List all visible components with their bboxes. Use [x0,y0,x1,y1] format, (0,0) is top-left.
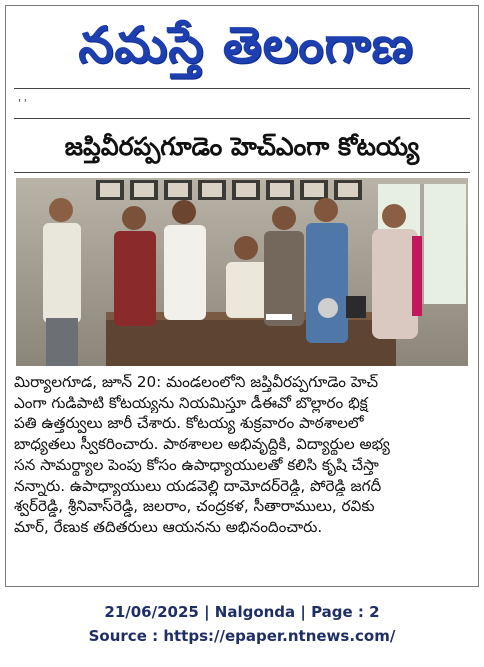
article-line: సన సామర్థ్యాల పెంపు కోసం ఉపాధ్యాయులతో కలిసి కృషి చేస్తా [14,455,379,474]
article-line: పతి ఉత్తర్వులు జారీ చేశారు. కోటయ్య శుక్రవారం పాఠశాలలో [14,414,364,433]
footer-source-link[interactable]: Source : https://epaper.ntnews.com/ [88,627,396,645]
article-line: మిర్యాలగూడ, జూన్ 20: మండలంలోని జప్తివీరప్పగూడెం హెచ్ [14,373,379,391]
article-line: శ్వర్‌రెడ్డి, శ్రీనివాస్‌రెడ్డి, జలరాం, చంద్రకళ, సీతారాములు, రవికు [14,497,375,516]
article-line: నన్నారు. ఉపాధ్యాయులు యడవెల్లి దామోదర్‌రెడ్డి, పోరెడ్డి జగదీ [14,476,382,495]
newspaper-clipping [5,5,479,587]
headline-top-rule [14,118,470,119]
article-line: బాధ్యతలు స్వీకరించారు. పాఠశాలల అభివృద్ధికి, విద్యార్థుల అభ్య [14,435,390,454]
article-body [14,372,472,538]
article-headline: జప్తివీరప్పగూడెం హెచ్‌ఎంగా కోటయ్య [64,132,420,161]
article-line: ఎంగా గుడిపాటి కోటయ్యను నియమిస్తూ డీఈవో బొల్లారం భిక్ష [14,393,368,412]
footer-date-edition: 21/06/2025 | Nalgonda | Page : 2 [104,603,380,621]
kicker-text: ' ' [18,98,27,109]
news-photo [16,178,468,366]
headline-bottom-rule [14,172,470,173]
article-line: మార్, రేణుక తదితరులు ఆయనను అభినందించారు. [14,517,323,536]
masthead-logo: నమస్తే తెలంగాణ [78,16,414,74]
masthead-divider [14,88,470,89]
